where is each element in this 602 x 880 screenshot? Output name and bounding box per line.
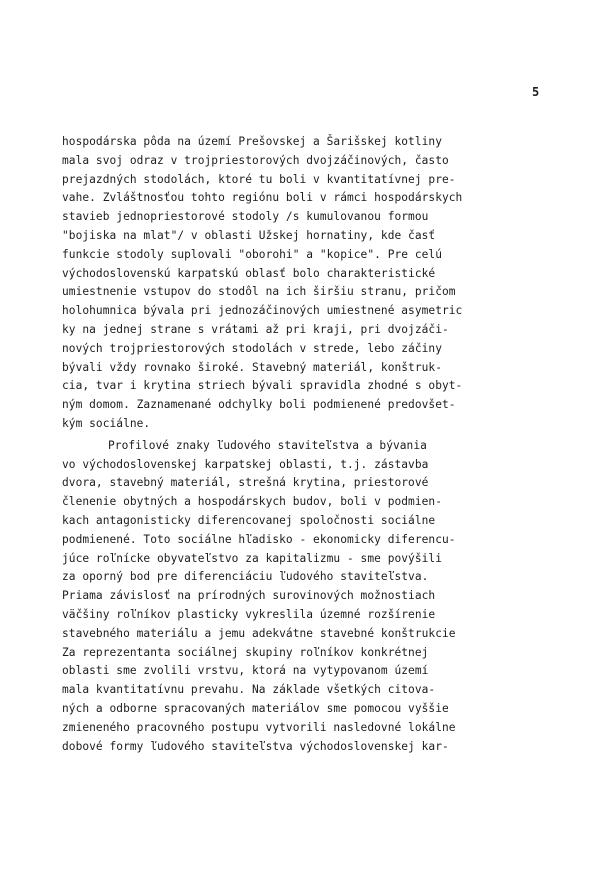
text-line: zmieneného pracovného postupu vytvorili nasledovné lokálne (62, 720, 456, 734)
text-line: kým sociálne. (62, 416, 151, 430)
text-line: za oporný bod pre diferenciáciu ľudového staviteľstva. (62, 570, 429, 584)
text-line: mala svoj odraz v trojpriestorových dvojzáčinových, často (62, 153, 449, 167)
text-line: umiestnenie vstupov do stodôl na ich širšiu stranu, pričom (62, 285, 456, 299)
text-line: júce roľnícke obyvateľstvo za kapitalizmu - sme povýšili (62, 551, 442, 565)
text-line: Priama závislosť na prírodných surovinových možnostiach (62, 589, 436, 603)
text-line: bývali vždy rovnako široké. Stavebný materiál, konštruk- (62, 360, 442, 374)
text-line: dobové formy ľudového staviteľstva východoslovenskej kar- (62, 739, 449, 753)
text-line: nových trojpriestorových stodolách v strede, lebo záčiny (62, 341, 442, 355)
text-line: holohumnica bývala pri jednozáčinových umiestnené asymetric (62, 304, 463, 318)
body-text (62, 133, 542, 756)
text-line: východoslovenskú karpatskú oblasť bolo charakteristické (62, 266, 436, 280)
text-line: stavieb jednopriestorové stodoly /s kumulovanou formou (62, 210, 429, 224)
text-line: "bojiska na mlat"/ v oblasti Užskej hornatiny, kde časť (62, 228, 436, 242)
text-line: ným domom. Zaznamenané odchylky boli podmienené predovšet- (62, 398, 456, 412)
text-line: dvora, stavebný materiál, strešná krytina, priestorové (62, 476, 429, 490)
text-line: vahe. Zvláštnosťou tohto regiónu boli v rámci hospodárskych (62, 191, 463, 205)
text-line: podmienené. Toto sociálne hľadisko - ekonomicky diferencu- (62, 532, 456, 546)
text-line: hospodárska pôda na území Prešovskej a Šarišskej kotliny (62, 135, 442, 148)
text-line: kach antagonisticky diferencovanej spoločnosti sociálne (62, 513, 436, 527)
text-line: oblasti sme zvolili vrstvu, ktorá na vytypovanom území (62, 664, 429, 678)
text-line: stavebného materiálu a jemu adekvátne stavebné konštrukcie (62, 626, 456, 640)
text-line: členenie obytných a hospodárskych budov, boli v podmien- (62, 495, 442, 509)
text-line: Profilové znaky ľudového staviteľstva a bývania (108, 438, 427, 452)
text-line: Za reprezentanta sociálnej skupiny roľníkov konkrétnej (62, 645, 429, 659)
text-line: väčšiny roľníkov plasticky vykreslila územné rozšírenie (62, 607, 436, 621)
paragraph-2 (62, 437, 542, 757)
text-line: ky na jednej strane s vrátami až pri kraji, pri dvojzáči- (62, 322, 449, 336)
text-line: cia, tvar i krytina striech bývali spravidla zhodné s obyt- (62, 379, 463, 393)
text-line: funkcie stodoly suplovali "oborohi" a "kopice". Pre celú (62, 247, 442, 261)
paragraph-1 (62, 133, 542, 434)
text-line: ných a odborne spracovaných materiálov sme pomocou vyššie (62, 701, 449, 715)
text-line: mala kvantitatívnu prevahu. Na základe všetkých citova- (62, 683, 436, 697)
text-line: prejazdných stodolách, ktoré tu boli v kvantitatívnej pre- (62, 172, 456, 186)
text-line: vo východoslovenskej karpatskej oblasti, t.j. zástavba (62, 457, 429, 471)
page-number: 5 (532, 85, 540, 99)
